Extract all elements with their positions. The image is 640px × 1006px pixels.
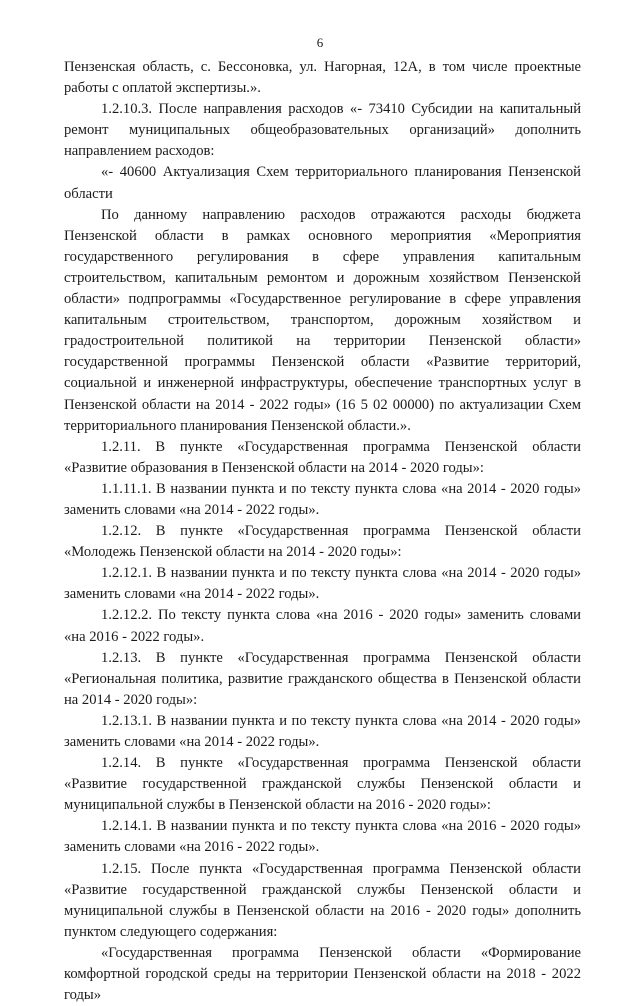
paragraph-1-2-12: 1.2.12. В пункте «Государственная программа Пензенской области «Молодежь Пензенской области на 2014 - 2020 годы»: bbox=[64, 523, 581, 561]
page-number: 6 bbox=[316, 35, 324, 50]
paragraph-1-2-14: 1.2.14. В пункте «Государственная программа Пензенской области «Развитие государственной гражданской службы Пензенской области и муниципальной службы в Пензенской области на 2016 - 2020 годы»: bbox=[64, 755, 581, 814]
paragraph-1-2-15: 1.2.15. После пункта «Государственная программа Пензенской области «Развитие государственной гражданской службы Пензенской области и муниципальной службы в Пензенской области на 2016 - 2020 годы» дополнить пунктом следующего содержания: bbox=[64, 860, 581, 940]
paragraph-1-2-12-1: 1.2.12.1. В названии пункта и по тексту пункта слова «на 2014 - 2020 годы» заменить словами «на 2014 - 2022 годы». bbox=[64, 565, 581, 603]
paragraph-quoted-program: «Государственная программа Пензенской области «Формирование комфортной городской среды на территории Пензенской области на 2018 - 2022 годы» bbox=[64, 944, 581, 1004]
paragraph-1-2-13: 1.2.13. В пункте «Государственная программа Пензенской области «Региональная политика, развитие гражданского общества в Пензенской области на 2014 - 2020 годы»: bbox=[64, 649, 581, 708]
paragraph-quoted-40600: «- 40600 Актуализация Схем территориального планирования Пензенской области bbox=[64, 164, 581, 202]
paragraph-1-2-12-2: 1.2.12.2. По тексту пункта слова «на 2016 - 2020 годы» заменить словами «на 2016 - 2022 годы». bbox=[64, 607, 581, 645]
paragraph-1-2-10-3: 1.2.10.3. После направления расходов «- 73410 Субсидии на капитальный ремонт муниципальных общеобразовательных организаций» дополнить направлением расходов: bbox=[64, 101, 581, 160]
paragraph-1-2-11: 1.2.11. В пункте «Государственная программа Пензенской области «Развитие образования в Пензенской области на 2014 - 2020 годы»: bbox=[64, 438, 581, 476]
document-body bbox=[64, 57, 581, 1006]
paragraph-direction-description: По данному направлению расходов отражаются расходы бюджета Пензенской области в рамках основного мероприятия «Мероприятия государственного регулирования в сфере управления капитальным строительством, капитальным ремонтом и дорожным хозяйством Пензенской области» подпрограммы «Государственное регулирование в сфере управления капитальным строительством, транспортом, дорожным хозяйством и градостроительной политикой на территории Пензенской области» государственной программы Пензенской области «Развитие территорий, социальной и инженерной инфраструктуры, обеспечение транспортных услуг в Пензенской области на 2014 - 2022 годы» (16 5 02 00000) по актуализации Схем территориального планирования Пензенской области.». bbox=[64, 206, 581, 434]
paragraph-continuation: Пензенская область, с. Бессоновка, ул. Нагорная, 12А, в том числе проектные работы с оплатой экспертизы.». bbox=[64, 59, 581, 97]
paragraph-1-1-11-1: 1.1.11.1. В названии пункта и по тексту пункта слова «на 2014 - 2020 годы» заменить словами «на 2014 - 2022 годы». bbox=[64, 480, 581, 518]
paragraph-1-2-13-1: 1.2.13.1. В названии пункта и по тексту пункта слова «на 2014 - 2020 годы» заменить словами «на 2014 - 2022 годы». bbox=[64, 712, 581, 750]
paragraph-1-2-14-1: 1.2.14.1. В названии пункта и по тексту пункта слова «на 2016 - 2020 годы» заменить словами «на 2016 - 2022 годы». bbox=[64, 818, 581, 856]
